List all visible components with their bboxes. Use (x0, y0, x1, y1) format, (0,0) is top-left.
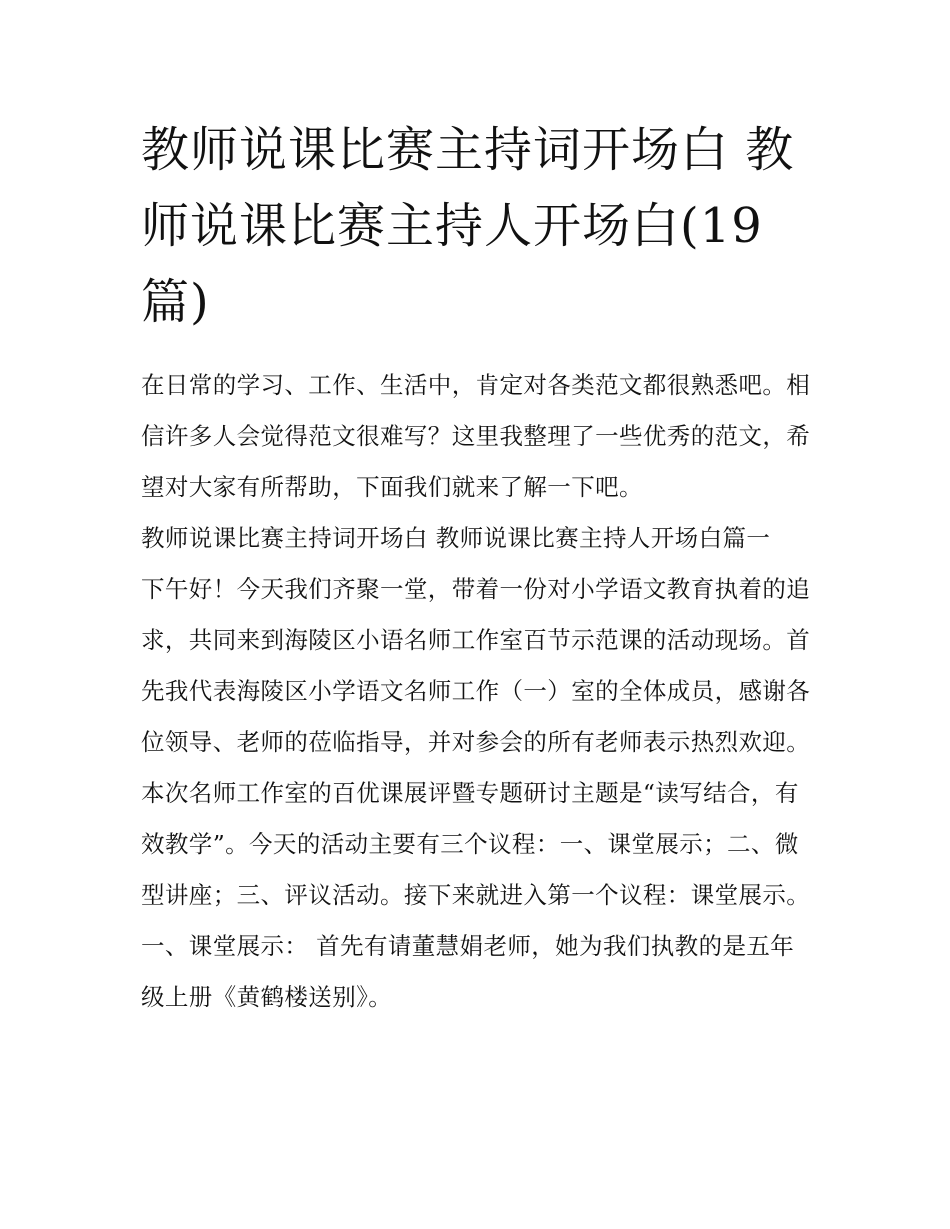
document-body (141, 360, 816, 1023)
paragraph-class-demo: 一、课堂展示： 首先有请董慧娟老师，她为我们执教的是五年级上册《黄鹤楼送别》。 (141, 932, 795, 1011)
document-page (141, 112, 816, 1023)
paragraph-intro: 在日常的学习、工作、生活中，肯定对各类范文都很熟悉吧。相信许多人会觉得范文很难写？这里我整理了一些优秀的范文，希望对大家有所帮助，下面我们就来了解一下吧。 (141, 371, 811, 501)
document-title: 教师说课比赛主持词开场白 教师说课比赛主持人开场白(19篇) (141, 122, 795, 330)
paragraph-agenda: 本次名师工作室的百优课展评暨专题研讨主题是“读写结合，有效教学”。今天的活动主要有三个议程：一、课堂展示；二、微型讲座；三、评议活动。接下来就进入第一个议程：课堂展示。 (141, 779, 811, 909)
paragraph-greeting: 下午好！今天我们齐聚一堂，带着一份对小学语文教育执着的追求，共同来到海陵区小语名师工作室百节示范课的活动现场。首先我代表海陵区小学语文名师工作（一）室的全体成员，感谢各位领导、老师的莅临指导，并对参会的所有老师表示热烈欢迎。 (141, 575, 811, 756)
section-heading: 教师说课比赛主持词开场白 教师说课比赛主持人开场白篇一 (141, 524, 771, 552)
